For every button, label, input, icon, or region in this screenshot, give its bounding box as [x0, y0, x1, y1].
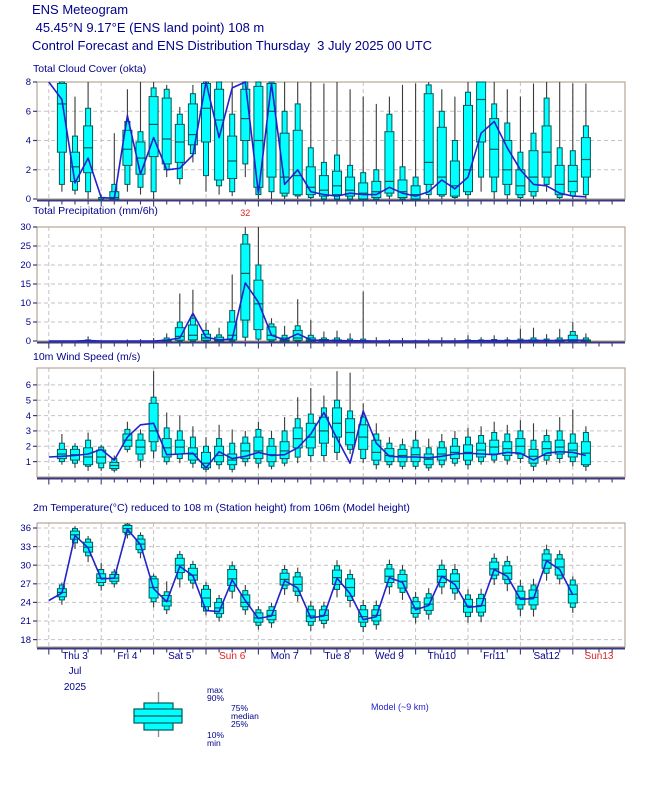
ensemble-boxes-25-75	[57, 526, 577, 623]
svg-text:Thu 3: Thu 3	[62, 651, 88, 662]
svg-text:24: 24	[20, 597, 31, 609]
svg-text:33: 33	[20, 541, 31, 553]
panel-title-temperature: 2m Temperature(°C) reduced to 108 m (Station height) from 106m (Model height)	[33, 502, 410, 514]
panel-title-cloud-cover: Total Cloud Cover (okta)	[33, 63, 147, 75]
ensemble-medians	[57, 529, 577, 618]
svg-text:Fri11: Fri11	[483, 651, 506, 662]
svg-text:18: 18	[20, 634, 31, 646]
svg-text:Mon 7: Mon 7	[270, 651, 299, 662]
svg-text:0: 0	[25, 194, 31, 206]
svg-text:30: 30	[20, 560, 31, 572]
legend-label-min: min	[207, 738, 221, 748]
svg-text:30: 30	[20, 222, 31, 234]
panel-temperature-2m	[20, 523, 625, 655]
legend-box-glyph	[134, 692, 182, 737]
panel-total-cloud-cover	[26, 77, 625, 206]
max-value-annotation: 32	[240, 208, 251, 218]
svg-text:27: 27	[20, 579, 31, 590]
panel-title-precipitation: Total Precipitation (mm/6h)	[33, 205, 158, 217]
svg-text:2: 2	[25, 441, 31, 453]
svg-text:Tue 8: Tue 8	[324, 651, 350, 662]
panel-wind-speed-10m	[26, 368, 625, 485]
year-label: 2025	[63, 682, 87, 693]
svg-text:5: 5	[25, 395, 31, 407]
panel-total-precipitation	[20, 208, 625, 349]
page-title: ENS Meteogram	[32, 2, 129, 17]
legend-label-max: max	[207, 685, 224, 695]
svg-text:1: 1	[25, 456, 31, 468]
svg-text:3: 3	[25, 426, 31, 438]
panel-title-wind-speed: 10m Wind Speed (m/s)	[33, 351, 141, 363]
svg-text:Sun 6: Sun 6	[219, 651, 246, 662]
svg-text:25: 25	[20, 241, 31, 253]
x-axis-day-labels	[62, 651, 614, 662]
legend-label-10pct: 10%	[207, 730, 225, 740]
svg-text:Fri 4: Fri 4	[117, 651, 138, 662]
svg-text:4: 4	[25, 410, 31, 422]
svg-text:Thu10: Thu10	[427, 651, 456, 662]
svg-text:Wed 9: Wed 9	[375, 651, 404, 662]
header-subtitle: Control Forecast and ENS Distribution Thursday 3 July 2025 00 UTC	[32, 38, 433, 53]
svg-text:5: 5	[25, 317, 31, 329]
ensemble-boxes-25-75	[162, 244, 590, 341]
legend-label-90pct: 90%	[207, 693, 225, 703]
svg-text:2: 2	[25, 164, 31, 176]
svg-text:Sat12: Sat12	[533, 651, 560, 662]
svg-text:Sat 5: Sat 5	[168, 651, 192, 662]
legend-label-75pct: 75%	[231, 703, 249, 713]
svg-text:0: 0	[25, 336, 31, 348]
svg-text:36: 36	[20, 523, 31, 535]
legend-label-25pct: 25%	[231, 719, 249, 729]
svg-text:8: 8	[25, 77, 31, 89]
legend-label-median: median	[231, 711, 259, 721]
svg-text:6: 6	[25, 380, 31, 392]
svg-text:21: 21	[20, 616, 31, 628]
model-resolution-label: Model (~9 km)	[371, 702, 429, 712]
month-label: Jul	[68, 666, 82, 677]
svg-text:4: 4	[25, 135, 31, 147]
svg-text:6: 6	[25, 106, 31, 118]
svg-text:10: 10	[20, 298, 31, 310]
svg-text:20: 20	[20, 260, 31, 272]
ensemble-boxes-10-90	[86, 235, 589, 341]
ensemble-whiskers	[88, 227, 586, 341]
header-location: 45.45°N 9.17°E (ENS land point) 108 m	[32, 20, 265, 35]
control-forecast-line	[49, 283, 586, 341]
svg-text:15: 15	[20, 279, 31, 291]
svg-text:Sun13: Sun13	[584, 651, 614, 662]
